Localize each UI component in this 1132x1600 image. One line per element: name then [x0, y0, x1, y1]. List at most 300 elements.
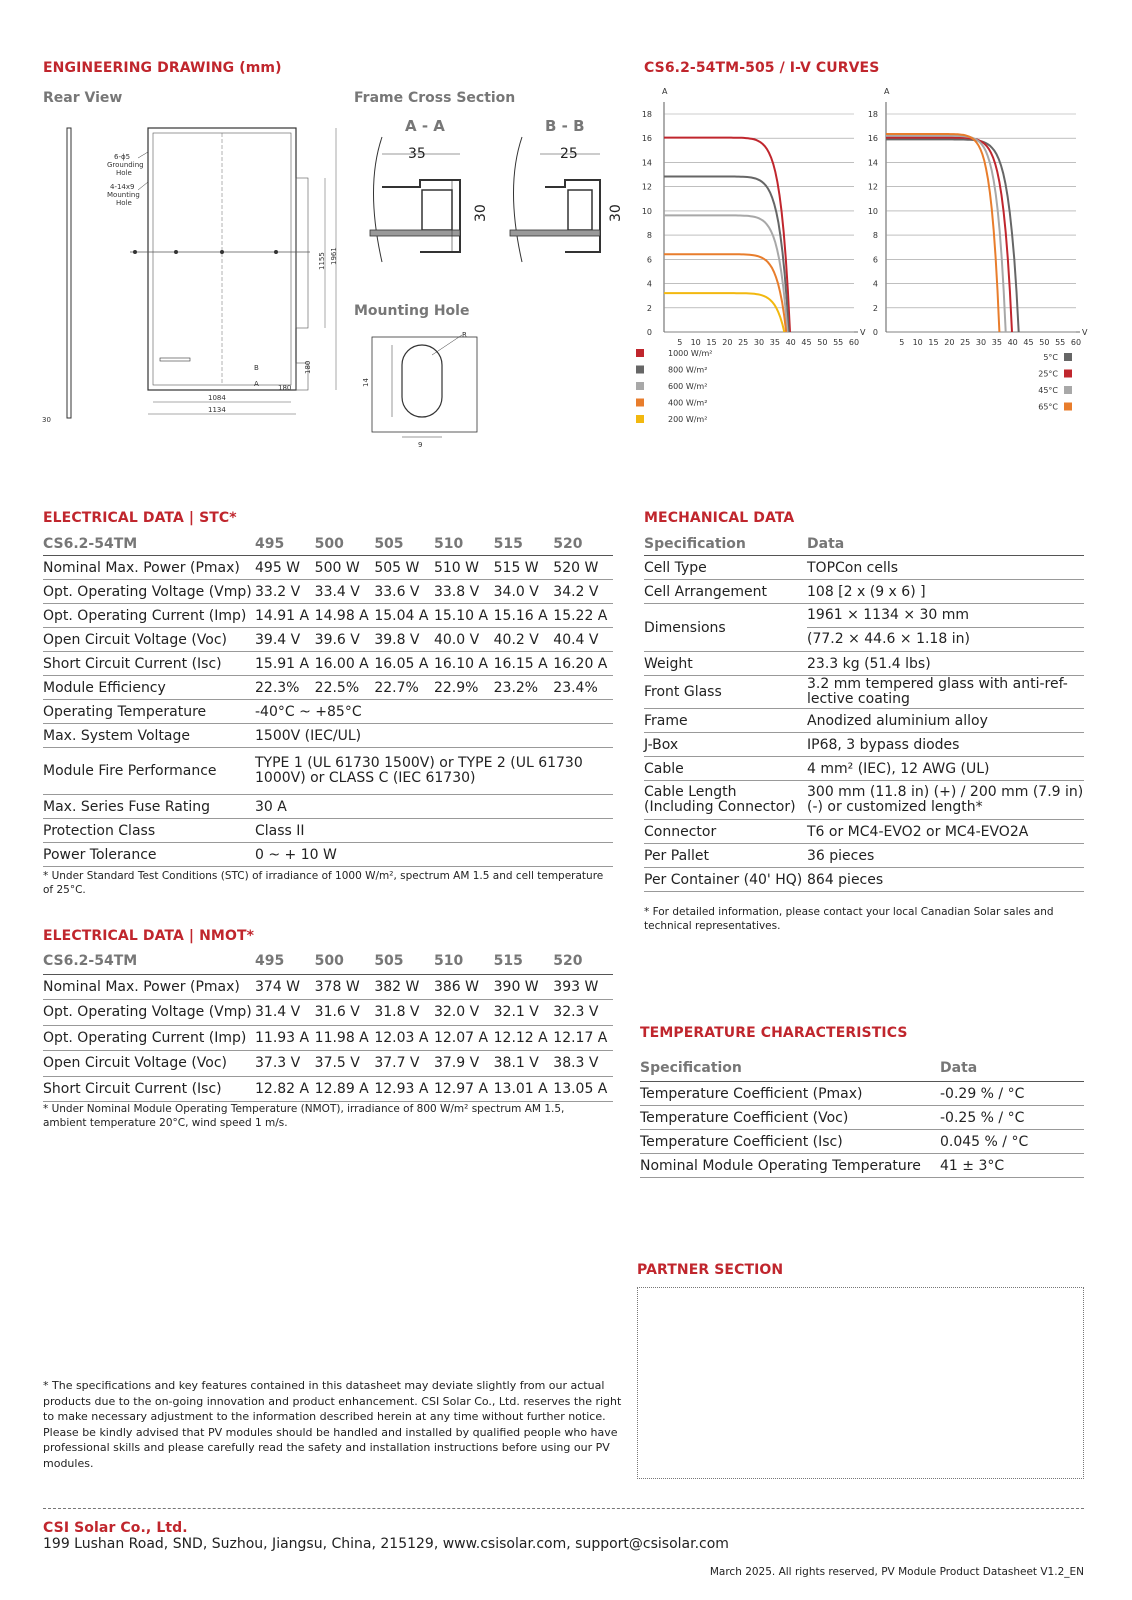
table-cell: Cable Length (Including Connector): [644, 781, 807, 820]
dim-1134-text: 1134: [208, 406, 226, 414]
table-cell: 12.03 A: [374, 1025, 434, 1051]
legend-swatch: [636, 382, 644, 390]
x-tick-label: 60: [848, 338, 860, 347]
table-row: [43, 1051, 613, 1077]
table-cell: 34.2 V: [553, 580, 613, 604]
table-cell: Temperature Coefficient (Voc): [640, 1106, 940, 1130]
table-cell: 0.045 % / °C: [940, 1130, 1084, 1154]
aa-height-text: 30: [473, 204, 489, 222]
table-cell: Weight: [644, 652, 807, 676]
temp-table: [640, 1055, 1084, 1178]
table-cell: 33.2 V: [255, 580, 315, 604]
table-cell: Opt. Operating Current (Imp): [43, 1025, 255, 1051]
y-tick-label: 2: [872, 303, 878, 313]
grounding-hole-line2: Grounding: [107, 161, 144, 169]
table-cell: Opt. Operating Current (Imp): [43, 604, 255, 628]
footer-address: 199 Lushan Road, SND, Suzhou, Jiangsu, China, 215129, www.csisolar.com, support@csisolar.com: [43, 1536, 729, 1552]
table-cell: 12.89 A: [315, 1076, 375, 1102]
section-aa-label: A - A: [405, 117, 445, 135]
table-row: [43, 819, 613, 843]
table-cell: 390 W: [494, 974, 554, 1000]
header-cell: 500: [315, 949, 375, 974]
x-tick-label: 30: [753, 338, 765, 347]
table-cell: 37.3 V: [255, 1051, 315, 1077]
header-cell: Data: [807, 532, 1084, 556]
legend-label: 65°C: [1038, 402, 1058, 412]
footer-copyright: March 2025. All rights reserved, PV Module Product Datasheet V1.2_EN: [709, 1566, 1084, 1578]
table-cell: 13.01 A: [494, 1076, 554, 1102]
table-row: [43, 1076, 613, 1102]
table-cell: 386 W: [434, 974, 494, 1000]
table-cell: 40.2 V: [494, 628, 554, 652]
header-cell: 520: [553, 949, 613, 974]
series-line: [664, 293, 784, 332]
table-cell: 23.3 kg (51.4 lbs): [807, 652, 1084, 676]
table-cell: Module Fire Performance: [43, 748, 255, 795]
table-row: [43, 1000, 613, 1026]
partner-box: [637, 1287, 1084, 1479]
y-tick-label: 10: [641, 206, 652, 216]
table-cell: IP68, 3 bypass diodes: [807, 733, 1084, 757]
table-cell: Temperature Coefficient (Isc): [640, 1130, 940, 1154]
table-cell: 864 pieces: [807, 868, 1084, 892]
y-tick-label: 6: [646, 255, 652, 265]
legend-swatch: [1064, 353, 1072, 361]
y-tick-label: 12: [867, 182, 878, 192]
table-cell: 37.5 V: [315, 1051, 375, 1077]
legend-swatch: [636, 349, 644, 357]
nmot-table: [43, 949, 613, 1102]
x-tick-label: 10: [690, 338, 701, 347]
table-row: [644, 676, 1084, 709]
grounding-hole-line1: 6-ϕ5: [114, 153, 131, 161]
table-cell: 14.91 A: [255, 604, 315, 628]
table-cell: 1500V (IEC/UL): [255, 724, 613, 748]
header-cell: 515: [494, 949, 554, 974]
y-tick-label: 16: [641, 134, 652, 144]
disclaimer: * The specifications and key features contained in this datasheet may deviate slightly from our actual products due to the on-going innovation and product enhancement. CSI Solar Co., Ltd. reserves the right to make necessary adjustment to the information described herein at any time without further notice. Please be kindly advised that PV modules should be handled and installed by qualified people who have professional skills and please carefully read the safety and installation instructions before using our PV modules.: [43, 1379, 622, 1470]
table-row: [640, 1154, 1084, 1178]
x-tick-label: 15: [706, 338, 717, 347]
table-row: [644, 820, 1084, 844]
table-header-row: [640, 1055, 1084, 1082]
x-tick-label: 30: [975, 338, 987, 347]
legend-label: 45°C: [1038, 386, 1058, 395]
legend-swatch: [636, 415, 644, 423]
table-cell: 374 W: [255, 974, 315, 1000]
legend-label: 400 W/m²: [668, 398, 708, 408]
table-cell: 378 W: [315, 974, 375, 1000]
table-cell: 12.97 A: [434, 1076, 494, 1102]
table-cell: Module Efficiency: [43, 676, 255, 700]
y-tick-label: 18: [867, 110, 878, 119]
table-cell: Temperature Coefficient (Pmax): [640, 1082, 940, 1106]
table-cell: Opt. Operating Voltage (Vmp): [43, 580, 255, 604]
table-row: [644, 868, 1084, 892]
header-cell: Data: [940, 1055, 1084, 1082]
table-cell: 16.05 A: [374, 652, 434, 676]
mounting-hole-label: Mounting Hole: [354, 303, 470, 319]
y-tick-label: 6: [872, 255, 878, 265]
iv-curves-title: CS6.2-54TM-505 / I-V CURVES: [644, 60, 880, 76]
table-cell: TYPE 1 (UL 61730 1500V) or TYPE 2 (UL 61730 1000V) or CLASS C (IEC 61730): [255, 748, 613, 795]
table-cell: 39.8 V: [374, 628, 434, 652]
nmot-title: ELECTRICAL DATA | NMOT*: [43, 928, 255, 944]
table-row: [640, 1082, 1084, 1106]
y-tick-label: 8: [872, 231, 878, 241]
table-row: [43, 1025, 613, 1051]
table-cell: 22.9%: [434, 676, 494, 700]
table-row: [644, 652, 1084, 676]
table-cell: -0.25 % / °C: [940, 1106, 1084, 1130]
header-cell: Specification: [644, 532, 807, 556]
table-cell: 13.05 A: [553, 1076, 613, 1102]
table-cell: 32.0 V: [434, 1000, 494, 1026]
table-cell: 12.82 A: [255, 1076, 315, 1102]
table-cell: Class II: [255, 819, 613, 843]
y-tick-label: 4: [872, 279, 878, 289]
series-line: [886, 136, 1006, 332]
y-tick-label: 16: [867, 134, 878, 144]
header-cell: 520: [553, 532, 613, 556]
iv-curves-chart: [636, 84, 1088, 454]
table-row: [43, 843, 613, 867]
table-cell: -0.29 % / °C: [940, 1082, 1084, 1106]
table-row: [43, 628, 613, 652]
table-row: [644, 580, 1084, 604]
grounding-hole-line3: Hole: [116, 169, 132, 177]
table-cell: 12.12 A: [494, 1025, 554, 1051]
mech-title: MECHANICAL DATA: [644, 510, 795, 526]
table-cell: T6 or MC4-EVO2 or MC4-EVO2A: [807, 820, 1084, 844]
table-cell: 15.10 A: [434, 604, 494, 628]
table-cell: 22.7%: [374, 676, 434, 700]
table-cell: 38.3 V: [553, 1051, 613, 1077]
mech-note: * For detailed information, please contact your local Canadian Solar sales and technical representatives.: [644, 906, 1054, 932]
legend-label: 800 W/m²: [668, 365, 708, 375]
x-tick-label: 55: [1055, 338, 1066, 347]
table-cell: 300 mm (11.8 in) (+) / 200 mm (7.9 in) (-) or customized length*: [807, 781, 1084, 820]
legend-swatch: [1064, 386, 1072, 394]
y-tick-label: 8: [646, 231, 652, 241]
table-cell: 33.6 V: [374, 580, 434, 604]
table-cell: 15.16 A: [494, 604, 554, 628]
bb-width-text: 25: [560, 146, 578, 162]
table-cell: Connector: [644, 820, 807, 844]
table-cell: 12.93 A: [374, 1076, 434, 1102]
y-tick-label: 0: [646, 328, 652, 337]
table-cell: 15.22 A: [553, 604, 613, 628]
table-cell: Nominal Max. Power (Pmax): [43, 974, 255, 1000]
rear-view-label: Rear View: [43, 90, 123, 106]
table-cell: Power Tolerance: [43, 843, 255, 867]
table-cell: Open Circuit Voltage (Voc): [43, 1051, 255, 1077]
x-tick-label: 45: [801, 338, 812, 347]
nmot-note: * Under Nominal Module Operating Temperature (NMOT), irradiance of 800 W/m² spectrum AM 1.5, ambient temperature 20°C, wind speed 1 m/s.: [43, 1103, 565, 1129]
table-cell: 16.10 A: [434, 652, 494, 676]
cell-line: 1961 × 1134 × 30 mm: [807, 604, 1084, 628]
table-cell: Per Container (40' HQ): [644, 868, 807, 892]
x-tick-label: 15: [928, 338, 939, 347]
axis-a-label: A: [662, 87, 668, 96]
table-cell: 382 W: [374, 974, 434, 1000]
mounting-hole-line1: 4-14x9: [110, 183, 135, 191]
section-bb-label: B - B: [545, 117, 585, 135]
table-cell: 3.2 mm tempered glass with anti-ref- lective coating: [807, 676, 1084, 709]
header-cell: 495: [255, 949, 315, 974]
table-cell: 23.4%: [553, 676, 613, 700]
table-cell: 30 A: [255, 795, 613, 819]
table-cell: 22.3%: [255, 676, 315, 700]
table-cell: 505 W: [374, 556, 434, 580]
table-cell: 41 ± 3°C: [940, 1154, 1084, 1178]
table-cell: Max. Series Fuse Rating: [43, 795, 255, 819]
table-cell: 16.15 A: [494, 652, 554, 676]
table-cell: 22.5%: [315, 676, 375, 700]
header-cell: 510: [434, 949, 494, 974]
cell-line: (77.2 × 44.6 × 1.18 in): [807, 631, 970, 647]
header-cell: CS6.2-54TM: [43, 532, 255, 556]
table-cell: Short Circuit Current (Isc): [43, 1076, 255, 1102]
header-cell: CS6.2-54TM: [43, 949, 255, 974]
dim-1155-text: 1155: [318, 252, 326, 270]
rear-view-drawing: [40, 120, 350, 430]
table-row: [644, 709, 1084, 733]
x-tick-label: 60: [1070, 338, 1082, 347]
stc-title: ELECTRICAL DATA | STC*: [43, 510, 237, 526]
table-cell: Anodized aluminium alloy: [807, 709, 1084, 733]
partner-title: PARTNER SECTION: [637, 1262, 784, 1278]
table-row: [644, 844, 1084, 868]
temp-title: TEMPERATURE CHARACTERISTICS: [640, 1025, 908, 1041]
table-cell: 11.98 A: [315, 1025, 375, 1051]
table-cell: 40.0 V: [434, 628, 494, 652]
dim-b-text: B: [254, 364, 259, 372]
table-cell: 16.20 A: [553, 652, 613, 676]
y-tick-label: 18: [641, 110, 652, 119]
table-cell: 515 W: [494, 556, 554, 580]
table-cell: Cable: [644, 757, 807, 781]
table-cell: 32.1 V: [494, 1000, 554, 1026]
dim-1961-text: 1961: [330, 247, 338, 265]
table-row: [43, 580, 613, 604]
table-row: [644, 604, 1084, 652]
y-tick-label: 14: [867, 158, 878, 168]
table-row: [644, 781, 1084, 820]
x-tick-label: 50: [1039, 338, 1050, 347]
table-cell: 510 W: [434, 556, 494, 580]
legend-label: 1000 W/m²: [668, 349, 713, 358]
table-cell: TOPCon cells: [807, 556, 1084, 580]
table-row: [640, 1106, 1084, 1130]
table-cell: 31.4 V: [255, 1000, 315, 1026]
x-tick-label: 5: [899, 338, 905, 347]
y-tick-label: 2: [646, 303, 652, 313]
table-cell: Opt. Operating Voltage (Vmp): [43, 1000, 255, 1026]
table-cell: 31.8 V: [374, 1000, 434, 1026]
aa-width-text: 35: [408, 146, 426, 162]
table-row: [644, 733, 1084, 757]
legend-swatch: [1064, 370, 1072, 378]
stc-note: * Under Standard Test Conditions (STC) of irradiance of 1000 W/m², spectrum AM 1.5 and cell temperature of 25°C.: [43, 870, 604, 896]
table-header-row: [43, 532, 613, 556]
axis-v-label: V: [1082, 328, 1088, 337]
table-cell: 32.3 V: [553, 1000, 613, 1026]
table-cell: 495 W: [255, 556, 315, 580]
x-tick-label: 25: [738, 338, 749, 347]
series-line: [886, 134, 999, 332]
table-cell: 16.00 A: [315, 652, 375, 676]
table-cell: 11.93 A: [255, 1025, 315, 1051]
x-tick-label: 45: [1023, 338, 1034, 347]
table-row: [43, 676, 613, 700]
engineering-drawing-title: ENGINEERING DRAWING (mm): [43, 60, 282, 76]
table-row: [644, 556, 1084, 580]
table-row: [43, 604, 613, 628]
table-cell: 4 mm² (IEC), 12 AWG (UL): [807, 757, 1084, 781]
table-cell: Nominal Max. Power (Pmax): [43, 556, 255, 580]
mounting-hole-drawing: [360, 325, 500, 450]
table-cell: Max. System Voltage: [43, 724, 255, 748]
frame-cross-section-label: Frame Cross Section: [354, 90, 516, 106]
table-cell: J-Box: [644, 733, 807, 757]
dim-a-text: A: [254, 380, 259, 388]
footer-company: CSI Solar Co., Ltd.: [43, 1520, 188, 1536]
table-header-row: [43, 949, 613, 974]
table-cell: 14.98 A: [315, 604, 375, 628]
legend-label: 25°C: [1038, 369, 1058, 379]
table-cell: Dimensions: [644, 604, 807, 652]
table-cell: 40.4 V: [553, 628, 613, 652]
x-tick-label: 20: [944, 338, 955, 347]
x-tick-label: 25: [960, 338, 971, 347]
table-cell: 39.6 V: [315, 628, 375, 652]
table-cell: 15.04 A: [374, 604, 434, 628]
table-cell: Per Pallet: [644, 844, 807, 868]
dim-30-text: 30: [42, 416, 51, 424]
header-cell: Specification: [640, 1055, 940, 1082]
table-cell: Cell Type: [644, 556, 807, 580]
y-tick-label: 14: [641, 158, 652, 168]
header-cell: 500: [315, 532, 375, 556]
series-line: [664, 215, 788, 332]
x-tick-label: 10: [912, 338, 923, 347]
table-cell: [807, 604, 1084, 652]
table-header-row: [644, 532, 1084, 556]
cross-section-drawing: [360, 112, 624, 272]
header-cell: 505: [374, 532, 434, 556]
bb-height-text: 30: [608, 204, 624, 222]
table-cell: 31.6 V: [315, 1000, 375, 1026]
table-cell: 108 [2 x (9 x 6) ]: [807, 580, 1084, 604]
header-cell: 505: [374, 949, 434, 974]
table-cell: 38.1 V: [494, 1051, 554, 1077]
x-tick-label: 40: [1007, 338, 1018, 347]
y-tick-label: 12: [641, 182, 652, 192]
mounting-hole-line3: Hole: [116, 199, 132, 207]
table-row: [43, 748, 613, 795]
hole-r-text: R: [462, 331, 467, 339]
table-row: [43, 724, 613, 748]
y-tick-label: 0: [872, 328, 878, 337]
header-cell: 510: [434, 532, 494, 556]
header-cell: 515: [494, 532, 554, 556]
legend-label: 5°C: [1043, 353, 1058, 362]
x-tick-label: 35: [769, 338, 780, 347]
hole-9-text: 9: [418, 441, 423, 449]
table-cell: -40°C ~ +85°C: [255, 700, 613, 724]
series-line: [664, 138, 790, 332]
table-cell: Frame: [644, 709, 807, 733]
legend-label: 200 W/m²: [668, 415, 708, 424]
table-cell: Nominal Module Operating Temperature: [640, 1154, 940, 1178]
table-cell: 23.2%: [494, 676, 554, 700]
stc-table: [43, 532, 613, 867]
table-row: [43, 795, 613, 819]
table-cell: 39.4 V: [255, 628, 315, 652]
table-cell: 33.8 V: [434, 580, 494, 604]
table-cell: 12.17 A: [553, 1025, 613, 1051]
legend-swatch: [636, 399, 644, 407]
table-cell: 36 pieces: [807, 844, 1084, 868]
table-cell: Short Circuit Current (Isc): [43, 652, 255, 676]
hole-14-text: 14: [362, 378, 370, 387]
axis-a-label: A: [884, 87, 890, 96]
table-cell: 15.91 A: [255, 652, 315, 676]
table-cell: 33.4 V: [315, 580, 375, 604]
x-tick-label: 40: [785, 338, 796, 347]
table-cell: 520 W: [553, 556, 613, 580]
table-cell: Front Glass: [644, 676, 807, 709]
header-cell: 495: [255, 532, 315, 556]
dim-180a-text: 180: [304, 360, 312, 374]
table-row: [640, 1130, 1084, 1154]
legend-label: 600 W/m²: [668, 382, 708, 391]
table-cell: 37.9 V: [434, 1051, 494, 1077]
table-row: [43, 652, 613, 676]
table-row: [43, 700, 613, 724]
table-cell: 12.07 A: [434, 1025, 494, 1051]
table-row: [43, 974, 613, 1000]
table-cell: Operating Temperature: [43, 700, 255, 724]
legend-swatch: [1064, 403, 1072, 411]
table-cell: Protection Class: [43, 819, 255, 843]
footer-divider: [43, 1508, 1084, 1509]
x-tick-label: 50: [817, 338, 828, 347]
table-cell: 500 W: [315, 556, 375, 580]
table-row: [43, 556, 613, 580]
table-cell: 393 W: [553, 974, 613, 1000]
dim-1084-text: 1084: [208, 394, 226, 402]
y-tick-label: 10: [867, 206, 878, 216]
axis-v-label: V: [860, 328, 866, 337]
y-tick-label: 4: [646, 279, 652, 289]
mounting-hole-line2: Mounting: [107, 191, 140, 199]
dim-180b-text: 180: [278, 384, 292, 392]
legend-swatch: [636, 366, 644, 374]
x-tick-label: 35: [991, 338, 1002, 347]
table-cell: 34.0 V: [494, 580, 554, 604]
table-cell: Cell Arrangement: [644, 580, 807, 604]
x-tick-label: 20: [722, 338, 733, 347]
table-cell: 0 ~ + 10 W: [255, 843, 613, 867]
mech-table: [644, 532, 1084, 892]
x-tick-label: 55: [833, 338, 844, 347]
table-cell: Open Circuit Voltage (Voc): [43, 628, 255, 652]
x-tick-label: 5: [677, 338, 683, 347]
table-cell: 37.7 V: [374, 1051, 434, 1077]
table-row: [644, 757, 1084, 781]
